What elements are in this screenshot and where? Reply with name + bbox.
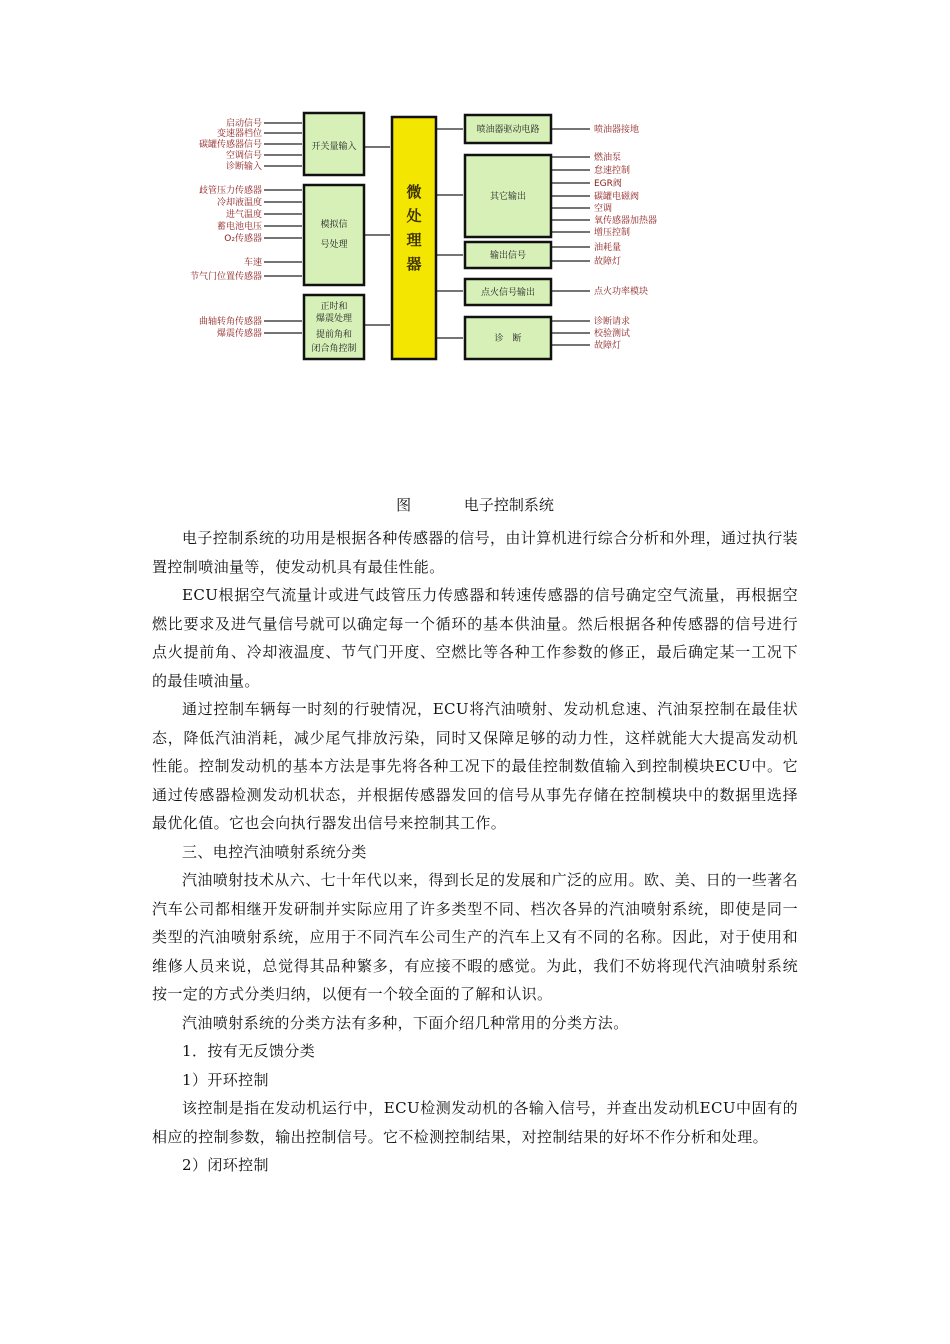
input-label: 诊断输入 (225, 162, 262, 172)
paragraph: 汽油喷射系统的分类方法有多种，下面介绍几种常用的分类方法。 (182, 1013, 629, 1032)
output-label: 碳罐电磁阀 (594, 192, 640, 202)
processor-char: 器 (406, 255, 422, 273)
output-label: 油耗量 (594, 243, 622, 253)
input-label: O₂传感器 (224, 234, 262, 244)
block-label: 喷油器驱动电路 (476, 125, 540, 135)
input-label: 冷却液温度 (216, 198, 262, 208)
input-label: 进气温度 (225, 210, 262, 220)
block-label: 点火信号输出 (480, 288, 536, 298)
output-label: 喷油器接地 (594, 125, 640, 135)
paragraph: 汽油喷射技术从六、七十年代以来，得到长足的发展和广泛的应用。欧、美、日的一些著名汽车公司都相继开发研制并实际应用了许多类型不同、档次各异的汽油喷射系统，即使是同一类型的汽油喷射系统，应用于不同汽车公司生产的汽车上又有不同的名称。因此，对于使用和维修人员来说，总觉得其品种繁多，有应接不暇的感觉。为此，我们不妨将现代汽油喷射系统按一定的方式分类归纳，以便有一个较全面的了解和认识。 (152, 871, 799, 1003)
paragraph: 该控制是指在发动机运行中，ECU检测发动机的各输入信号，并查出发动机ECU中固有的相应的控制参数，输出控制信号。它不检测控制结果，对控制结果的好坏不作分析和处理。 (152, 1099, 798, 1146)
section-heading: 三、电控汽油喷射系统分类 (182, 842, 367, 861)
paragraph: 通过控制车辆每一时刻的行驶情况，ECU将汽油喷射、发动机怠速、汽油泵控制在最佳状态，降低汽油消耗，减少尾气排放污染，同时又保障足够的动力性，这样就能大大提高发动机性能。控制发动机的基本方法是事先将各种工况下的最佳控制数值输入到控制模块ECU中。它通过传感器检测发动机状态，并根据传感器发回的信号从事先存储在控制模块中的数据里选择最优化值。它也会向执行器发出信号来控制其工作。 (152, 700, 798, 832)
input-label: 蓄电池电压 (216, 222, 262, 232)
input-label: 节气门位置传感器 (189, 272, 262, 282)
block-label: 提前角和 (315, 330, 353, 340)
block-label: 开关量输入 (311, 142, 357, 152)
electronic-control-diagram (176, 105, 676, 367)
block-label: 爆震处理 (315, 314, 353, 324)
block-label: 正时和 (320, 302, 348, 312)
output-label: 空调 (594, 204, 613, 214)
input-label: 车速 (243, 258, 262, 268)
body-text (152, 524, 798, 1180)
output-label: EGR阀 (594, 179, 622, 189)
figure-title: 电子控制系统 (463, 496, 554, 514)
input-label: 空调信号 (225, 151, 262, 161)
output-label: 增压控制 (594, 228, 631, 238)
subheading: 1）开环控制 (182, 1070, 269, 1089)
output-label: 怠速控制 (594, 166, 631, 176)
analog-signal-block (304, 185, 364, 285)
block-label: 其它输出 (489, 192, 527, 202)
input-label: 变速器档位 (216, 129, 262, 139)
subheading: 1．按有无反馈分类 (182, 1042, 316, 1060)
input-labels (190, 117, 262, 339)
input-label: 曲轴转角传感器 (198, 317, 262, 327)
output-label: 燃油泵 (594, 153, 622, 163)
input-label: 爆震传感器 (216, 329, 262, 339)
processor-char: 微 (406, 183, 422, 201)
figure-label: 图 (396, 496, 412, 514)
processor-char: 理 (406, 231, 422, 249)
output-label: 点火功率模块 (594, 287, 649, 297)
input-label: 歧管压力传感器 (198, 186, 262, 196)
paragraph: ECU根据空气流量计或进气歧管压力传感器和转速传感器的信号确定空气流量，再根据空燃比要求及进气量信号就可以确定每一个循环的基本供油量。然后根据各种传感器的信号进行点火提前角、冷却液温度、节气门开度、空燃比等各种工作参数的修正，最后确定某一工况下的最佳喷油量。 (152, 586, 798, 690)
input-label: 启动信号 (225, 119, 262, 129)
figure-caption (0, 494, 950, 515)
block-label: 诊 断 (494, 334, 522, 344)
subheading: 2）闭环控制 (182, 1156, 269, 1174)
output-label: 故障灯 (594, 257, 622, 267)
input-label: 碳罐传感器信号 (198, 140, 262, 150)
output-label: 故障灯 (594, 341, 622, 351)
output-labels (594, 123, 657, 351)
block-label: 模拟信 (320, 220, 348, 230)
paragraph: 电子控制系统的功用是根据各种传感器的信号，由计算机进行综合分析和外理，通过执行装置控制喷油量等，使发动机具有最佳性能。 (152, 529, 799, 576)
output-label: 氧传感器加热器 (594, 216, 658, 226)
output-label: 诊断请求 (594, 317, 631, 327)
block-label: 号处理 (320, 240, 348, 250)
block-label: 闭合角控制 (311, 344, 357, 354)
block-label: 输出信号 (489, 251, 527, 261)
processor-char: 处 (406, 207, 422, 225)
output-label: 校验测试 (594, 329, 631, 339)
